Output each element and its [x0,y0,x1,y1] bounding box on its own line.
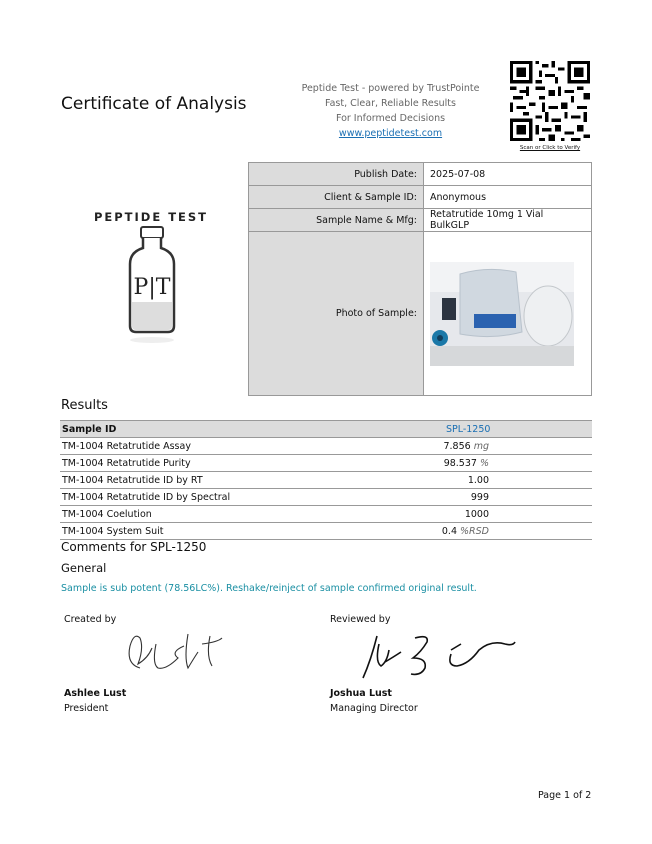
page-title: Certificate of Analysis [61,94,247,114]
table-row [60,455,592,472]
photo-cell [424,232,592,396]
page-number: Page 1 of 2 [538,790,592,801]
test-name: TM-1004 Retatrutide Purity [60,455,342,472]
created-signature [118,624,228,676]
photo-label: Photo of Sample: [249,232,424,396]
created-by-name: Ashlee Lust [64,688,127,699]
client-row [249,186,592,209]
comments-section-heading: General [61,561,107,575]
table-row [60,506,592,523]
comment-text: Sample is sub potent (78.56LC%). Reshake/reinject of sample confirmed original result. [61,583,477,594]
tagline-block [300,81,481,141]
vial-logo-icon [122,224,182,356]
results-table [60,420,592,540]
reviewed-signature [355,626,520,682]
tagline-line-3: For Informed Decisions [335,113,446,124]
tagline-line-2: Fast, Clear, Reliable Results [325,98,456,109]
sample-name-value: Retatrutide 10mg 1 Vial BulkGLP [424,209,592,232]
result-value: 1000 [464,508,489,520]
test-name: TM-1004 Retatrutide ID by RT [60,472,342,489]
result-unit: % [479,457,489,469]
reviewed-by-name: Joshua Lust [330,688,392,699]
website-link[interactable]: www.peptidetest.com [338,128,443,139]
test-result [342,506,592,523]
photo-row [249,232,592,396]
result-value: 7.856 [443,440,471,452]
logo-wordmark: PEPTIDE TEST [93,210,209,224]
result-value: 0.4 [441,525,457,537]
client-label: Client & Sample ID: [249,186,424,209]
test-name: TM-1004 System Suit [60,523,342,540]
publish-date-row [249,163,592,186]
table-row [60,438,592,455]
test-name: TM-1004 Coelution [60,506,342,523]
tagline-line-1: Peptide Test - powered by TrustPointe [301,83,480,94]
table-row [60,472,592,489]
test-result [342,472,592,489]
publish-date-label: Publish Date: [249,163,424,186]
table-row [60,523,592,540]
result-value: 1.00 [467,474,489,486]
test-result [342,523,592,540]
test-name: TM-1004 Retatrutide Assay [60,438,342,455]
results-header-row [60,421,592,438]
table-row [60,489,592,506]
sample-name-row [249,209,592,232]
reviewed-by-role: Managing Director [330,703,418,714]
test-result [342,455,592,472]
publish-date-value: 2025-07-08 [424,163,592,186]
created-by-role: President [64,703,109,714]
result-value: 999 [470,491,489,503]
test-result [342,489,592,506]
results-header-label: Sample ID [60,421,342,438]
result-value: 98.537 [443,457,477,469]
results-sample-id: SPL-1250 [342,421,592,438]
test-name: TM-1004 Retatrutide ID by Spectral [60,489,342,506]
result-unit: mg [473,440,489,452]
created-by-label: Created by [64,614,117,625]
test-result [342,438,592,455]
reviewed-by-label: Reviewed by [330,614,391,625]
client-value: Anonymous [424,186,592,209]
comments-title: Comments for SPL-1250 [61,540,207,554]
verify-qr-code[interactable] [510,61,590,141]
result-unit: %RSD [460,525,489,537]
sample-name-label: Sample Name & Mfg: [249,209,424,232]
results-title: Results [61,398,108,413]
qr-caption[interactable]: Scan or Click to Verify [519,145,581,151]
vial-logo-mark: P|T [133,275,171,300]
sample-photo [430,262,574,366]
sample-info-table [248,162,592,396]
